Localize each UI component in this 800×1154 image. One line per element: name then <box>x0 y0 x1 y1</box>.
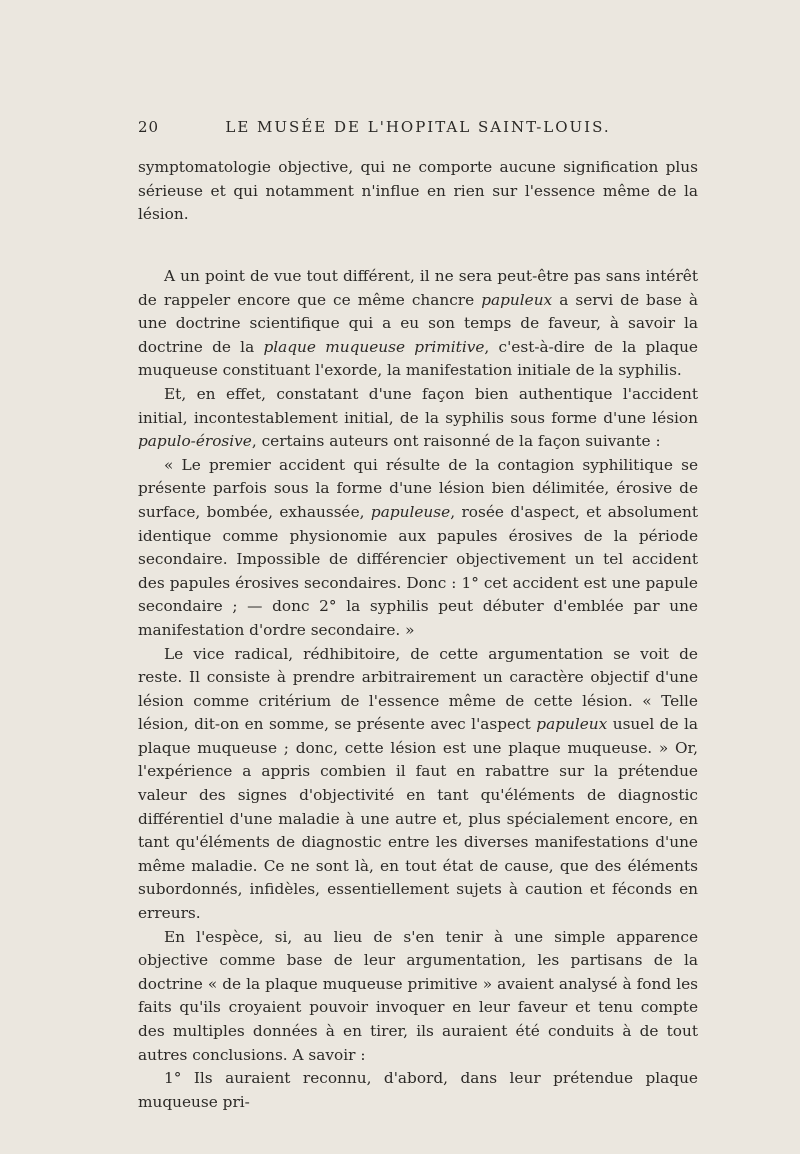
italic-term: papuleuse <box>370 502 451 521</box>
paragraph: Et, en effet, constatant d'une façon bien authentique l'accident initial, incontestablement initial, de la syphilis sous forme d'une lésion papulo-érosive, certains auteurs ont raisonné de la façon suivante : <box>138 384 698 451</box>
paragraph: En l'espèce, si, au lieu de s'en tenir à une simple apparence objective comme base de leur argumentation, les partisans de la doctrine « de la plaque muqueuse primitive » avaient analysé à fond les faits qu'ils croyaient pouvoir invoquer en leur faveur et tenu compte des multiples données à en tirer, ils auraient été conduits à de tout autres conclusions. A savoir : <box>138 927 698 1064</box>
italic-term: papuleux <box>481 290 553 309</box>
paragraph: symptomatologie objective, qui ne comporte aucune signification plus sérieuse et qui notamment n'influe en rien sur l'essence même de la lésion. <box>138 158 698 224</box>
paragraph: A un point de vue tout différent, il ne sera peut-être pas sans intérêt de rappeler encore que ce même chancre papuleux a servi de base à une doctrine scientifique qui a eu son temps de faveur, à savoir la doctrine de la plaque muqueuse primitive, c'est-à-dire de la plaque muqueuse constituant l'exorde, la manifestation initiale de la syphilis. <box>138 267 698 380</box>
page-number: 20 <box>138 118 160 136</box>
text-block-main <box>138 265 698 1114</box>
running-title: LE MUSÉE DE L'HOPITAL SAINT-LOUIS. <box>225 118 611 136</box>
text-block-continued <box>138 156 698 227</box>
paragraph: 1° Ils auraient reconnu, d'abord, dans leur prétendue plaque muqueuse pri- <box>138 1069 698 1111</box>
page-header <box>138 118 698 142</box>
paragraph: Le vice radical, rédhibitoire, de cette argumentation se voit de reste. Il consiste à prendre arbitrairement un caractère objectif d'une lésion comme critérium de l'essence même de cette lésion. « Telle lésion, dit-on en somme, se présente avec l'aspect papuleux usuel de la plaque muqueuse ; donc, cette lésion est une plaque muqueuse. » Or, l'expérience a appris combien il faut en rabattre sur la prétendue valeur des signes d'objectivité en tant qu'éléments de diagnostic différentiel d'une maladie à une autre et, plus spécialement encore, en tant qu'éléments de diagnostic entre les diverses manifestations d'une même maladie. Ce ne sont là, en tout état de cause, que des éléments subordonnés, infidèles, essentiellement sujets à caution et féconds en erreurs. <box>138 644 699 923</box>
quoted-paragraph: « Le premier accident qui résulte de la contagion syphilitique se présente parfois sous la forme d'une lésion bien délimitée, érosive de surface, bombée, exhaussée, papuleuse, rosée d'aspect, et absolument identique comme physionomie aux papules érosives de la période secondaire. Impossible de différencier objectivement un tel accident des papules érosives secondaires. Donc : 1° cet accident est une papule secondaire ; — donc 2° la syphilis peut débuter d'emblée par une manifestation d'ordre secondaire. » <box>138 455 698 639</box>
italic-term: papuleux <box>536 715 608 734</box>
italic-term: papulo-érosive <box>138 432 252 451</box>
italic-term: plaque muqueuse primitive <box>263 337 485 356</box>
